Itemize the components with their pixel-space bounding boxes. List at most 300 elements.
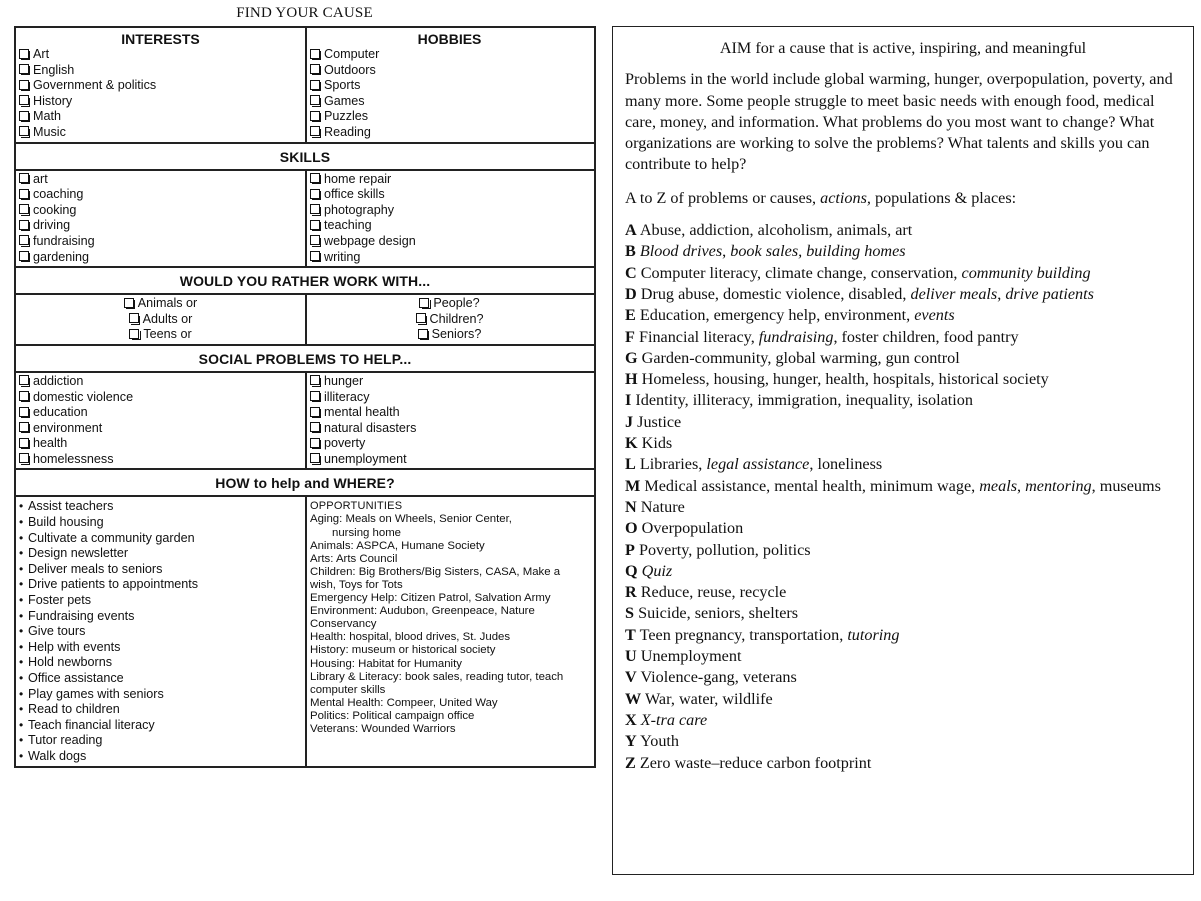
aim-panel <box>612 26 1194 875</box>
work-with-checkbox[interactable] <box>19 312 302 328</box>
skill-checkbox[interactable] <box>310 218 589 234</box>
item-label: education <box>33 405 88 420</box>
checkbox-icon[interactable] <box>19 391 29 401</box>
az-entry <box>625 582 1193 603</box>
az-letter: X <box>625 710 637 729</box>
interests-list <box>19 47 302 141</box>
checkbox-icon[interactable] <box>419 298 429 308</box>
item-label: Hold newborns <box>28 655 113 670</box>
az-text: War, water, wildlife <box>644 689 773 708</box>
az-text: , loneliness <box>809 455 883 474</box>
work-with-row <box>16 293 594 344</box>
az-intro-text: A to Z of problems or causes, <box>625 188 821 207</box>
opportunity-item <box>310 513 589 539</box>
checkbox-icon[interactable] <box>19 189 29 199</box>
item-label: unemployment <box>324 451 407 466</box>
skill-checkbox[interactable] <box>310 187 589 203</box>
action-item <box>19 655 302 671</box>
az-text: Education, emergency help, environment, <box>639 306 915 325</box>
opportunity-text: Environment: Audubon, Greenpeace, Nature Conservancy <box>310 605 535 631</box>
social-problem-checkbox[interactable] <box>19 436 302 452</box>
worksheet-table <box>14 26 596 768</box>
skill-checkbox[interactable] <box>19 187 302 203</box>
checkbox-icon[interactable] <box>416 313 426 323</box>
item-label: home repair <box>324 171 392 186</box>
item-label: Tutor reading <box>28 733 103 748</box>
social-problem-checkbox[interactable] <box>310 390 589 406</box>
opportunity-text: Health: hospital, blood drives, St. Judes <box>310 631 511 644</box>
opportunity-item <box>310 697 589 710</box>
hobby-checkbox[interactable] <box>310 125 589 141</box>
az-text: Nature <box>640 497 685 516</box>
az-letter: J <box>625 412 634 431</box>
interest-checkbox[interactable] <box>19 125 302 141</box>
interest-checkbox[interactable] <box>19 94 302 110</box>
checkbox-icon[interactable] <box>19 49 29 59</box>
bullet-icon: • <box>19 702 24 717</box>
item-label: cooking <box>33 202 77 217</box>
checkbox-icon[interactable] <box>310 49 320 59</box>
opportunity-text: History: museum or historical society <box>310 644 496 657</box>
a-to-z-list <box>625 220 1193 774</box>
az-entry <box>625 327 1193 348</box>
action-item <box>19 624 302 640</box>
az-entry <box>625 305 1193 326</box>
az-entry <box>625 540 1193 561</box>
hobby-checkbox[interactable] <box>310 94 589 110</box>
az-letter: Y <box>625 732 637 751</box>
social-problems-list-right <box>310 374 589 468</box>
item-label: health <box>33 436 68 451</box>
checkbox-icon[interactable] <box>310 173 320 183</box>
item-label: Read to children <box>28 702 120 717</box>
hobby-checkbox[interactable] <box>310 78 589 94</box>
checkbox-icon[interactable] <box>19 251 29 261</box>
item-label: Design newsletter <box>28 546 129 561</box>
action-item <box>19 609 302 625</box>
checkbox-icon[interactable] <box>19 80 29 90</box>
checkbox-icon[interactable] <box>310 189 320 199</box>
item-label: office skills <box>324 187 385 202</box>
social-problem-checkbox[interactable] <box>310 421 589 437</box>
hobbies-section <box>305 28 592 142</box>
aim-intro-paragraph: Problems in the world include global warming, hunger, overpopulation, poverty, and many more. Some people struggle to meet basic needs with enough food, medical care, money, and information. What problems do you most want to change? What organizations are working to solve the problems? What talents and skills you can contribute to help? <box>625 70 1173 174</box>
opportunity-item <box>310 710 589 723</box>
item-label: teaching <box>324 218 372 233</box>
item-label: Help with events <box>28 639 121 654</box>
action-item <box>19 640 302 656</box>
how-where-header-row <box>16 468 594 495</box>
az-text: Medical assistance, mental health, minimum wage, <box>644 476 980 495</box>
bullet-icon: • <box>19 655 24 670</box>
action-item <box>19 531 302 547</box>
item-label: driving <box>33 218 71 233</box>
item-label: webpage design <box>324 233 416 248</box>
work-with-header: WOULD YOU RATHER WORK WITH... <box>179 273 431 290</box>
checkbox-icon[interactable] <box>310 204 320 214</box>
action-item <box>19 562 302 578</box>
actions-list <box>19 499 302 764</box>
item-label: Sports <box>324 78 361 93</box>
az-text: mentoring <box>1025 476 1092 495</box>
az-text: tutoring <box>847 625 900 644</box>
action-item <box>19 733 302 749</box>
az-entry <box>625 518 1193 539</box>
az-text: X-tra care <box>640 710 708 729</box>
item-label: poverty <box>324 436 366 451</box>
checkbox-icon[interactable] <box>310 64 320 74</box>
az-entry <box>625 454 1193 475</box>
az-text: Youth <box>640 732 680 751</box>
checkbox-icon[interactable] <box>310 95 320 105</box>
az-text: events <box>914 306 955 325</box>
hobby-checkbox[interactable] <box>310 63 589 79</box>
az-entry <box>625 476 1193 497</box>
social-problems-list-left <box>19 374 302 468</box>
item-label: mental health <box>324 405 400 420</box>
az-entry <box>625 348 1193 369</box>
az-letter: F <box>625 327 635 346</box>
opportunity-item <box>310 540 589 553</box>
checkbox-icon[interactable] <box>19 422 29 432</box>
document-title: FIND YOUR CAUSE <box>236 5 373 21</box>
az-entry <box>625 731 1193 752</box>
skills-list-left <box>19 172 302 266</box>
social-problem-checkbox[interactable] <box>310 405 589 421</box>
item-label: History <box>33 93 73 108</box>
checkbox-icon[interactable] <box>19 111 29 121</box>
az-letter: D <box>625 284 637 303</box>
az-entry <box>625 561 1193 582</box>
az-text: Computer literacy, climate change, conservation, <box>640 263 962 282</box>
work-with-header-row <box>16 266 594 293</box>
item-label: illiteracy <box>324 389 370 404</box>
checkbox-icon[interactable] <box>418 329 428 339</box>
work-with-checkbox[interactable] <box>19 296 302 312</box>
checkbox-icon[interactable] <box>310 235 320 245</box>
item-label: Teach financial literacy <box>28 717 155 732</box>
social-problem-checkbox[interactable] <box>19 390 302 406</box>
az-text: Quiz <box>641 561 673 580</box>
item-label: Foster pets <box>28 593 91 608</box>
social-problem-checkbox[interactable] <box>19 374 302 390</box>
opportunities-header: OPPORTUNITIES <box>310 500 403 513</box>
skill-checkbox[interactable] <box>19 172 302 188</box>
az-text: Violence-gang, veterans <box>640 668 797 687</box>
az-text: Libraries, <box>639 455 707 474</box>
checkbox-icon[interactable] <box>19 438 29 448</box>
bullet-icon: • <box>19 577 24 592</box>
checkbox-icon[interactable] <box>310 111 320 121</box>
az-text: Blood drives <box>639 242 723 261</box>
work-with-checkbox[interactable] <box>310 312 589 328</box>
bullet-icon: • <box>19 608 24 623</box>
az-letter: G <box>625 348 638 367</box>
az-intro-italic: actions, <box>820 188 871 207</box>
opportunity-text: Emergency Help: Citizen Patrol, Salvation Army <box>310 592 551 605</box>
checkbox-icon[interactable] <box>19 173 29 183</box>
hobby-checkbox[interactable] <box>310 109 589 125</box>
checkbox-icon[interactable] <box>310 453 320 463</box>
checkbox-icon[interactable] <box>310 375 320 385</box>
az-text: Poverty, pollution, politics <box>638 540 811 559</box>
work-with-checkbox[interactable] <box>310 296 589 312</box>
social-problem-checkbox[interactable] <box>310 436 589 452</box>
az-entry <box>625 753 1193 774</box>
item-label: Teens or <box>143 327 192 342</box>
item-label: Give tours <box>28 624 86 639</box>
opportunity-text: Housing: Habitat for Humanity <box>310 657 462 670</box>
item-label: gardening <box>33 249 90 264</box>
skill-checkbox[interactable] <box>19 234 302 250</box>
opportunity-item <box>310 658 589 671</box>
checkbox-icon[interactable] <box>19 375 29 385</box>
opportunity-text: Mental Health: Compeer, United Way <box>310 696 498 709</box>
item-label: environment <box>33 420 103 435</box>
az-text: community building <box>961 263 1091 282</box>
checkbox-icon[interactable] <box>310 126 320 136</box>
checkbox-icon[interactable] <box>129 313 139 323</box>
item-label: Build housing <box>28 515 104 530</box>
az-letter: P <box>625 540 635 559</box>
item-label: homelessness <box>33 451 114 466</box>
opportunity-item <box>310 553 589 566</box>
az-letter: R <box>625 583 637 602</box>
opportunity-continuation: nursing home <box>332 526 402 539</box>
skill-checkbox[interactable] <box>310 203 589 219</box>
bullet-icon: • <box>19 733 24 748</box>
bullet-icon: • <box>19 593 24 608</box>
interests-section <box>16 28 305 142</box>
opportunity-text: Politics: Political campaign office <box>310 709 475 722</box>
opportunity-text: Children: Big Brothers/Big Sisters, CASA, Make a wish, Toys for Tots <box>310 565 561 591</box>
item-label: Seniors? <box>431 327 482 342</box>
az-text: , <box>1017 476 1026 495</box>
item-label: art <box>33 171 48 186</box>
checkbox-icon[interactable] <box>19 407 29 417</box>
item-label: writing <box>324 249 361 264</box>
item-label: English <box>33 62 75 77</box>
hobbies-list <box>310 47 589 141</box>
checkbox-icon[interactable] <box>19 204 29 214</box>
checkbox-icon[interactable] <box>19 126 29 136</box>
az-text: Unemployment <box>640 647 742 666</box>
action-item <box>19 577 302 593</box>
checkbox-icon[interactable] <box>310 391 320 401</box>
az-letter: T <box>625 625 636 644</box>
az-letter: Z <box>625 753 636 772</box>
bullet-icon: • <box>19 717 24 732</box>
skill-checkbox[interactable] <box>19 250 302 266</box>
skill-checkbox[interactable] <box>310 250 589 266</box>
checkbox-icon[interactable] <box>310 422 320 432</box>
item-label: coaching <box>33 187 84 202</box>
bullet-icon: • <box>19 499 24 514</box>
interest-checkbox[interactable] <box>19 63 302 79</box>
social-problems-header-row <box>16 344 594 371</box>
action-item <box>19 702 302 718</box>
interest-checkbox[interactable] <box>19 78 302 94</box>
opportunity-item <box>310 723 589 736</box>
az-text: Zero waste–reduce carbon footprint <box>639 753 872 772</box>
az-text: Reduce, reuse, recycle <box>640 583 787 602</box>
checkbox-icon[interactable] <box>124 298 134 308</box>
social-problems-header: SOCIAL PROBLEMS TO HELP... <box>198 350 412 367</box>
item-label: Deliver meals to seniors <box>28 561 163 576</box>
social-problem-checkbox[interactable] <box>310 452 589 468</box>
az-letter: A <box>625 221 637 240</box>
az-letter: I <box>625 391 632 410</box>
item-label: Adults or <box>142 311 193 326</box>
az-letter: B <box>625 242 636 261</box>
az-letter: O <box>625 519 638 538</box>
az-intro <box>625 188 1193 209</box>
az-letter: U <box>625 647 637 666</box>
az-text: Drug abuse, domestic violence, disabled, <box>640 284 911 303</box>
item-label: Art <box>33 47 50 61</box>
item-label: Games <box>324 93 365 108</box>
opportunity-text: Animals: ASPCA, Humane Society <box>310 539 485 552</box>
interests-header: INTERESTS <box>121 31 200 47</box>
opportunity-text: Library & Literacy: book sales, reading tutor, teach computer skills <box>310 670 564 696</box>
item-label: hunger <box>324 373 364 388</box>
skill-checkbox[interactable] <box>19 203 302 219</box>
work-with-list-left <box>19 296 302 343</box>
checkbox-icon[interactable] <box>19 220 29 230</box>
az-letter: K <box>625 434 638 453</box>
az-letter: L <box>625 455 636 474</box>
az-text: legal assistance <box>706 455 810 474</box>
az-entry <box>625 667 1193 688</box>
skills-list-right <box>310 172 589 266</box>
work-with-checkbox[interactable] <box>310 327 589 343</box>
bullet-icon: • <box>19 686 24 701</box>
az-text: book sales, building homes <box>730 242 906 261</box>
az-letter: C <box>625 263 637 282</box>
az-letter: E <box>625 306 636 325</box>
az-letter: S <box>625 604 635 623</box>
item-label: Puzzles <box>324 109 369 124</box>
item-label: Children? <box>429 311 484 326</box>
interests-hobbies-row <box>16 28 594 142</box>
az-entry <box>625 284 1193 305</box>
item-label: natural disasters <box>324 420 417 435</box>
bullet-icon: • <box>19 546 24 561</box>
skill-checkbox[interactable] <box>310 234 589 250</box>
action-item <box>19 718 302 734</box>
item-label: Music <box>33 124 66 139</box>
checkbox-icon[interactable] <box>129 329 139 339</box>
bullet-icon: • <box>19 515 24 530</box>
az-text: Identity, illiteracy, immigration, inequality, isolation <box>635 391 973 410</box>
az-entry <box>625 710 1193 731</box>
checkbox-icon[interactable] <box>19 453 29 463</box>
checkbox-icon[interactable] <box>19 95 29 105</box>
action-item <box>19 515 302 531</box>
opportunity-text: Aging: Meals on Wheels, Senior Center, <box>310 513 512 526</box>
checkbox-icon[interactable] <box>310 220 320 230</box>
action-item <box>19 749 302 765</box>
item-label: Reading <box>324 124 371 139</box>
az-text: fundraising <box>758 327 834 346</box>
opportunity-item <box>310 631 589 644</box>
social-problems-row <box>16 371 594 469</box>
az-text: , foster children, food pantry <box>833 327 1019 346</box>
checkbox-icon[interactable] <box>310 80 320 90</box>
item-label: photography <box>324 202 395 217</box>
az-entry <box>625 220 1193 241</box>
checkbox-icon[interactable] <box>310 407 320 417</box>
item-label: addiction <box>33 373 84 388</box>
checkbox-icon[interactable] <box>310 251 320 261</box>
item-label: Play games with seniors <box>28 686 164 701</box>
opportunity-item <box>310 605 589 631</box>
social-problem-checkbox[interactable] <box>19 405 302 421</box>
az-entry <box>625 497 1193 518</box>
az-entry <box>625 646 1193 667</box>
checkbox-icon[interactable] <box>19 235 29 245</box>
az-text: Overpopulation <box>641 519 744 538</box>
item-label: Animals or <box>137 296 198 311</box>
az-entry <box>625 689 1193 710</box>
skill-checkbox[interactable] <box>19 218 302 234</box>
az-text: Suicide, seniors, shelters <box>638 604 799 623</box>
action-item <box>19 499 302 515</box>
item-label: domestic violence <box>33 389 134 404</box>
opportunity-item <box>310 566 589 592</box>
bullet-icon: • <box>19 561 24 576</box>
how-where-row <box>16 495 594 765</box>
interest-checkbox[interactable] <box>19 47 302 63</box>
az-letter: Q <box>625 561 638 580</box>
action-item <box>19 546 302 562</box>
opportunities-section <box>305 497 592 765</box>
checkbox-icon[interactable] <box>310 438 320 448</box>
social-problem-checkbox[interactable] <box>19 452 302 468</box>
work-with-checkbox[interactable] <box>19 327 302 343</box>
az-text: , museums <box>1091 476 1161 495</box>
action-item <box>19 687 302 703</box>
az-text: Kids <box>641 434 673 453</box>
bullet-icon: • <box>19 671 24 685</box>
social-problem-checkbox[interactable] <box>19 421 302 437</box>
az-letter: M <box>625 476 641 495</box>
item-label: Walk dogs <box>28 748 87 763</box>
checkbox-icon[interactable] <box>19 64 29 74</box>
how-where-header: HOW to help and WHERE? <box>215 475 395 492</box>
az-entry <box>625 369 1193 390</box>
hobbies-header: HOBBIES <box>417 31 482 47</box>
az-text: , <box>997 284 1006 303</box>
opportunity-item <box>310 671 589 697</box>
az-text: meals <box>979 476 1017 495</box>
bullet-icon: • <box>19 530 24 545</box>
skill-checkbox[interactable] <box>310 172 589 188</box>
az-text: deliver meals <box>910 284 998 303</box>
az-letter: W <box>625 689 642 708</box>
work-with-list-right <box>310 296 589 343</box>
interest-checkbox[interactable] <box>19 109 302 125</box>
az-text: Teen pregnancy, transportation, <box>639 625 848 644</box>
opportunity-text: Arts: Arts Council <box>310 552 398 565</box>
item-label: Assist teachers <box>28 499 114 514</box>
item-label: fundraising <box>33 233 95 248</box>
hobby-checkbox[interactable] <box>310 47 589 63</box>
bullet-icon: • <box>19 748 24 763</box>
action-item <box>19 671 302 687</box>
social-problem-checkbox[interactable] <box>310 374 589 390</box>
az-entry <box>625 603 1193 624</box>
